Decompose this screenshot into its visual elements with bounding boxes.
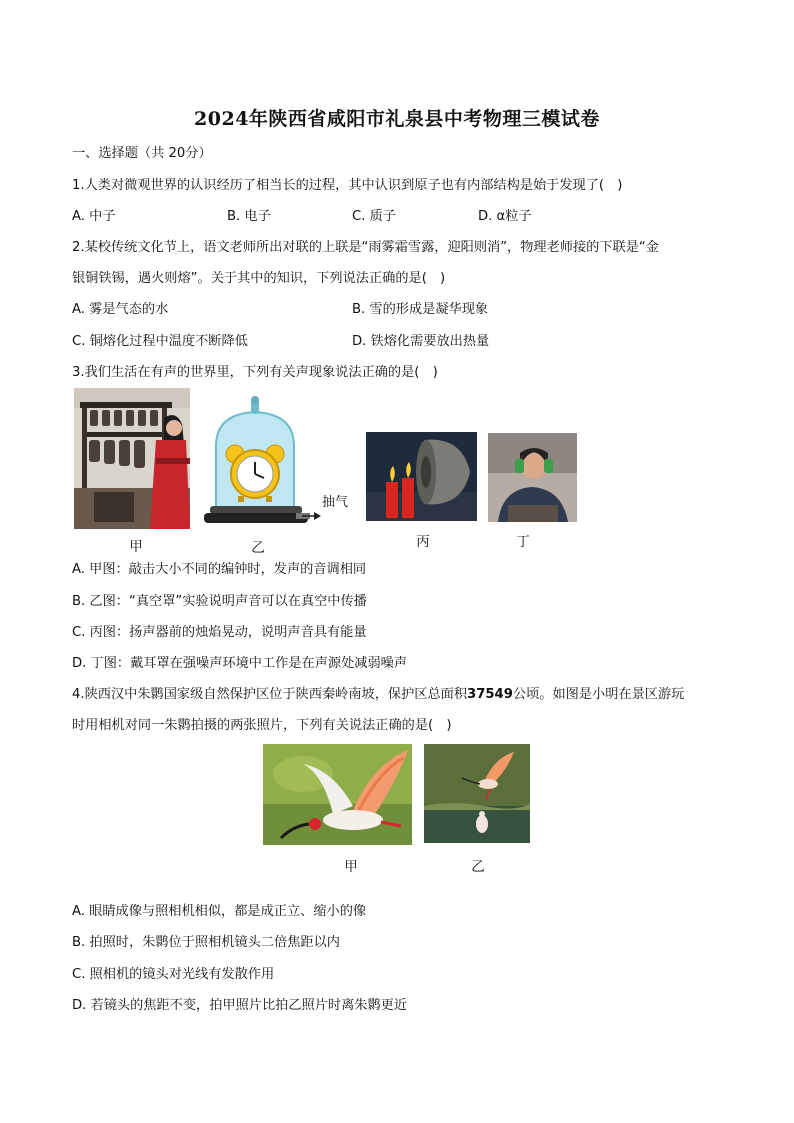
question-2-stem-line1: 2.某校传统文化节上，语文老师所出对联的上联是“雨雾霜雪露，迎阳则消”，物理老师接的下联是“金 <box>72 240 659 255</box>
question-3-stem: 3.我们生活在有声的世界里，下列有关声现象说法正确的是( ) <box>72 365 438 380</box>
q2-option-b[interactable]: B. 雪的形成是凝华现象 <box>352 302 489 317</box>
q2-option-a[interactable]: A. 雾是气态的水 <box>72 302 169 317</box>
q4-option-a[interactable]: A. 眼睛成像与照相机相似，都是成正立、缩小的像 <box>72 904 367 919</box>
q3-caption-ding: 丁 <box>516 534 530 550</box>
q4-option-c[interactable]: C. 照相机的镜头对光线有发散作用 <box>72 967 275 982</box>
question-4-stem-line2: 时用相机对同一朱鹮拍摄的两张照片，下列有关说法正确的是( ) <box>72 718 452 733</box>
page-title: 2024年陕西省咸阳市礼泉县中考物理三模试卷 <box>194 108 600 130</box>
q1-option-c[interactable]: C. 质子 <box>352 209 396 224</box>
q4-option-d[interactable]: D. 若镜头的焦距不变，拍甲照片比拍乙照片时离朱鹮更近 <box>72 998 408 1013</box>
figure-ibis-distant <box>424 744 530 843</box>
q4-option-b[interactable]: B. 拍照时，朱鹮位于照相机镜头二倍焦距以内 <box>72 935 340 950</box>
q3-option-a[interactable]: A. 甲图：敲击大小不同的编钟时，发声的音调相同 <box>72 562 367 577</box>
q3-caption-yi: 乙 <box>251 540 265 556</box>
area-number: 37549 <box>467 687 513 702</box>
arrow-right-icon <box>302 508 322 522</box>
q3-caption-jia: 甲 <box>129 539 143 555</box>
figure-ear-muffs-worker <box>488 433 577 522</box>
question-4-stem-line1: 4.陕西汉中朱鹮国家级自然保护区位于陕西秦岭南坡，保护区总面积37549公顷。如图是小明在景区游玩 <box>72 687 685 702</box>
q1-option-d[interactable]: D. α粒子 <box>478 209 532 224</box>
figure-candles-speaker <box>366 432 477 521</box>
q4-caption-jia: 甲 <box>344 859 358 875</box>
figure-ibis-closeup <box>263 744 412 845</box>
section-heading: 一、选择题（共 20分） <box>72 146 212 161</box>
q3-option-d[interactable]: D. 丁图：戴耳罩在强噪声环境中工作是在声源处减弱噪声 <box>72 656 408 671</box>
q1-option-b[interactable]: B. 电子 <box>227 209 271 224</box>
q3-option-c[interactable]: C. 丙图：扬声器前的烛焰晃动，说明声音具有能量 <box>72 625 367 640</box>
q4-caption-yi: 乙 <box>471 859 485 875</box>
question-1-stem: 1.人类对微观世界的认识经历了相当长的过程，其中认识到原子也有内部结构是始于发现了( ) <box>72 178 623 193</box>
q1-option-a[interactable]: A. 中子 <box>72 209 116 224</box>
q2-option-c[interactable]: C. 铜熔化过程中温度不断降低 <box>72 334 248 349</box>
q3-option-b[interactable]: B. 乙图：“真空罩”实验说明声音可以在真空中传播 <box>72 594 367 609</box>
pump-label: 抽气 <box>322 495 349 510</box>
figure-bianzhong-chime-bells <box>74 388 190 529</box>
q2-option-d[interactable]: D. 铁熔化需要放出热量 <box>352 334 490 349</box>
q3-caption-bing: 丙 <box>416 534 430 550</box>
question-2-stem-line2: 银铜铁锡，遇火则熔”。关于其中的知识，下列说法正确的是( ) <box>72 271 446 286</box>
